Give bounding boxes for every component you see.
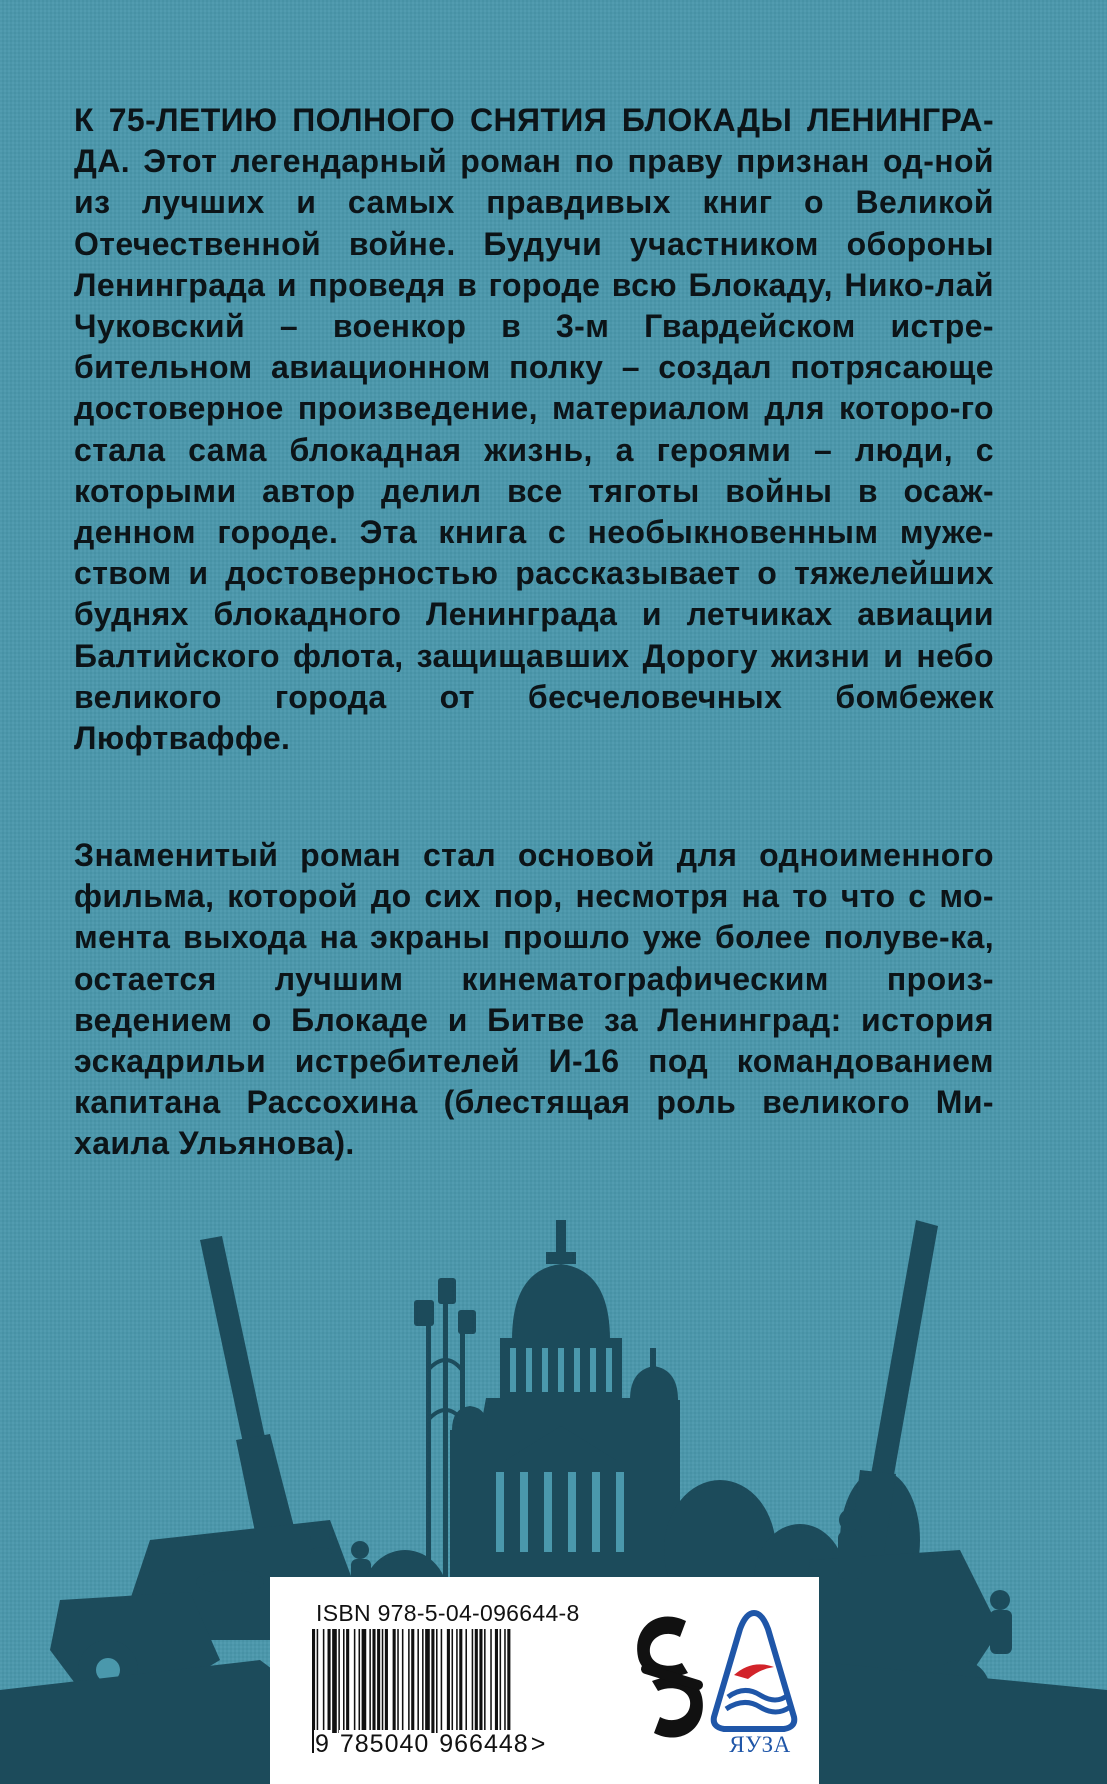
barcode-bar [490,1629,492,1733]
barcode-bar [436,1629,438,1733]
barcode-bar [369,1629,371,1733]
barcode-bar [475,1629,478,1733]
barcode-bar [459,1629,462,1733]
isbn-label: ISBN 978-5-04-096644-8 [316,1600,580,1626]
publisher-e-logo-icon [628,1607,712,1747]
barcode-bar [377,1629,380,1733]
barcode-bar [343,1629,345,1733]
barcode-bar [402,1629,404,1733]
barcode-bar [393,1629,396,1733]
barcode-bar [456,1629,458,1733]
anti-aircraft-gun-icon [800,1220,1107,1784]
barcode-bar [338,1629,340,1733]
annotation-paragraph-2: Знаменитый роман стал основой для одноименного фильма, которой до сих пор, несмотря на то что с мо-мента выхода на экраны прошло уже более полуве-ка, остается лучшим кинематографическим произ-ведением о Блокаде и Битве за Ленинград: история эскадрильи истребителей И-16 под командованием капитана Рассохина (блестящая роль великого Ми-хаила Ульянова). [74,837,994,1162]
barcode-bar [431,1629,434,1733]
barcode-bar [425,1629,430,1733]
barcode-bar [479,1629,482,1733]
barcode-bar [441,1629,443,1733]
barcode-bar [465,1629,467,1733]
barcode-bar [332,1629,337,1733]
barcode-bar [382,1629,384,1733]
barcode-digit-lead: 9 [315,1730,330,1758]
barcode-bar [447,1629,450,1733]
barcode-bar [500,1629,502,1733]
barcode-bar [422,1629,424,1733]
barcode-quiet-marker: > [530,1730,547,1758]
barcode-bar [452,1629,454,1733]
barcode-digits [314,1730,604,1759]
barcode-digits-right: 966448 [439,1730,529,1758]
barcode-bar [408,1629,410,1733]
barcode-panel [270,1577,819,1784]
barcode-bar [385,1629,388,1733]
barcode-bar [495,1629,498,1733]
barcode-bar [323,1629,325,1733]
barcode-bar [484,1629,486,1733]
barcode-bar [397,1629,399,1733]
cathedral-dome-icon [450,1220,680,1590]
barcode-digits-left: 785040 [339,1730,430,1758]
barcode-bar [346,1629,349,1733]
barcode-bar [372,1629,375,1733]
barcode-bar [359,1629,361,1733]
barcode-bar [328,1629,331,1733]
barcode-bar [472,1629,474,1733]
imprint-name: ЯУЗА [729,1732,791,1757]
barcode-bar [354,1629,356,1733]
barcode-bar [362,1629,367,1733]
annotation-paragraph-1: К 75-ЛЕТИЮ ПОЛНОГО СНЯТИЯ БЛОКАДЫ ЛЕНИНГРА-ДА. Этот легендарный роман по праву признан од-ной из лучших и самых правдивых книг о Великой Отечественной войне. Будучи участником обороны Ленинграда и проведя в городе всю Блокаду, Нико-лай Чуковский – военкор в 3-м Гвардейском истре-бительном авиационном полку – создал потрясающе достоверное произведение, материалом для которо-го стала сама блокадная жизнь, а героями – люди, с которыми автор делил все тяготы войны в осаж-денном городе. Эта книга с необыкновенным муже-ством и достоверностью рассказывает о тяжелейших буднях блокадного Ленинграда и летчиках авиации Балтийского флота, защищавших Дорогу жизни и небо великого города от бесчеловечных бомбежек Люфтваффе. [74,102,994,757]
